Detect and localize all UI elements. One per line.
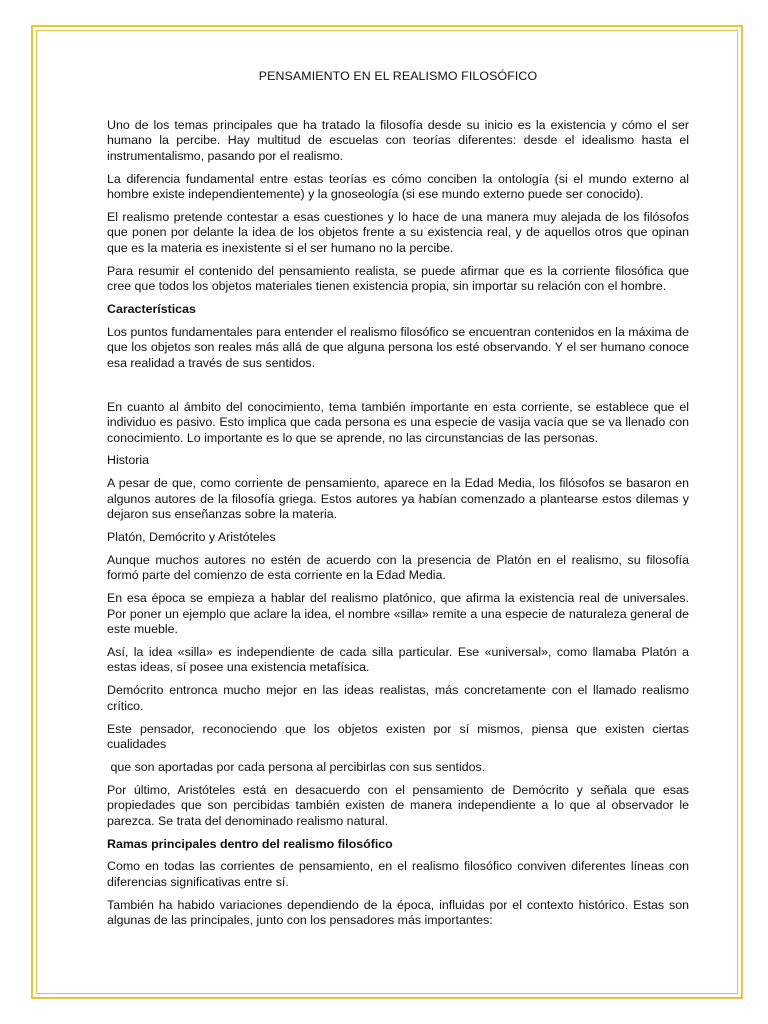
document-body (107, 68, 689, 936)
paragraph-intro: Uno de los temas principales que ha tratado la filosofía desde su inicio es la existencia y cómo el ser humano la percibe. Hay multitud de escuelas con teorías diferentes: desde el idealismo hasta el instrumentalismo, pasando por el realismo. (107, 118, 689, 163)
paragraph-variations: También ha habido variaciones dependiendo de la época, influidas por el contexto histórico. Estas son algunas de las principales, junto con los pensadores más importantes: (107, 897, 689, 928)
heading-historia: Historia (107, 453, 149, 468)
paragraph-platon: Aunque muchos autores no estén de acuerdo con la presencia de Platón en el realismo, su filosofía formó parte del comienzo de esta corriente en la Edad Media. (107, 552, 689, 583)
paragraph-platonic-realism: En esa época se empieza a hablar del realismo platónico, que afirma la existencia real de universales. Por poner un ejemplo que aclare la idea, el nombre «silla» remite a una especie de naturaleza general de este mueble. (107, 591, 689, 637)
paragraph-history: A pesar de que, como corriente de pensamiento, aparece en la Edad Media, los filósofos se basaron en algunos autores de la filosofía griega. Estos autores ya habían comenzado a plantearse estos dilemas y dejaron sus enseñanzas sobre la materia. (107, 476, 689, 522)
paragraph-qualities: que son aportadas por cada persona al percibirlas con sus sentidos. (107, 759, 486, 774)
paragraph-thinker: Este pensador, reconociendo que los objetos existen por sí mismos, piensa que existen ciertas cualidades (107, 721, 689, 751)
paragraph-gap (107, 379, 689, 400)
paragraph-aristoteles: Por último, Aristóteles está en desacuerdo con el pensamiento de Demócrito y señala que esas propiedades que son percibidas también existen de manera independiente a lo que al observador le parezca. Se trata del denominado realismo natural. (107, 782, 689, 828)
paragraph-ontology: La diferencia fundamental entre estas teorías es cómo conciben la ontología (si el mundo externo al hombre existe independientemente) y la gnoseología (si ese mundo externo puede ser conocido). (107, 171, 689, 202)
paragraph-realism-aims: El realismo pretende contestar a esas cuestiones y lo hace de una manera muy alejada de los filósofos que ponen por delante la idea de los objetos frente a su existencia real, y de aquellos otros que opinan que es la materia es inexistente si el ser humano no la percibe. (107, 210, 689, 255)
paragraph-summary: Para resumir el contenido del pensamiento realista, se puede afirmar que es la corriente filosófica que cree que todos los objetos materiales tienen existencia propia, sin importar su relación con el hombre. (107, 263, 689, 294)
document-title: PENSAMIENTO EN EL REALISMO FILOSÓFICO (258, 69, 538, 83)
paragraph-branches: Como en todas las corrientes de pensamiento, en el realismo filosófico conviven diferentes líneas con diferencias significativas entre sí. (107, 859, 689, 889)
heading-caracteristicas: Características (107, 302, 196, 317)
heading-platon: Platón, Demócrito y Aristóteles (107, 530, 276, 545)
paragraph-democrito: Demócrito entronca mucho mejor en las ideas realistas, más concretamente con el llamado realismo crítico. (107, 683, 689, 713)
paragraph-silla: Así, la idea «silla» es independiente de cada silla particular. Ese «universal», como llamaba Platón a estas ideas, sí posee una existencia metafísica. (107, 644, 689, 675)
paragraph-knowledge: En cuanto al ámbito del conocimiento, tema también importante en esta corriente, se establece que el individuo es pasivo. Esto implica que cada persona es una especie de vasija vacía que se va llenado con conocimiento. Lo importante es lo que se aprende, no las circunstancias de las personas. (107, 399, 689, 445)
paragraph-fundamentals: Los puntos fundamentales para entender el realismo filosófico se encuentran contenidos en la máxima de que los objetos son reales más allá de que alguna persona los esté observando. Y el ser humano conoce esa realidad a través de sus sentidos. (107, 324, 689, 370)
heading-ramas: Ramas principales dentro del realismo filosófico (107, 836, 393, 851)
